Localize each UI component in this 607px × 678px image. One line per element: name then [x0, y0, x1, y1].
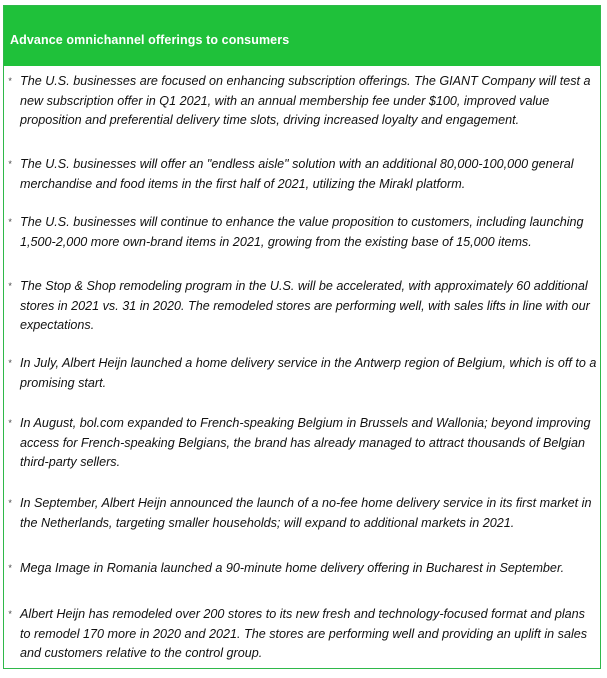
bullet-text: The Stop & Shop remodeling program in the U.S. will be accelerated, with approximately 60 additional stores in 2021 vs. 31 in 2020. The remodeled stores are performing well, with sales lifts in line with our expectations. [20, 279, 590, 332]
section-header [4, 6, 600, 66]
bullet-icon: * [8, 76, 12, 86]
bullet-icon: * [8, 609, 12, 619]
bullet-text: The U.S. businesses are focused on enhancing subscription offerings. The GIANT Company will test a new subscription offer in Q1 2021, with an annual membership fee under $100, improved value proposition and preferential delivery time slots, driving increased loyalty and engagement. [20, 74, 591, 127]
bullet-item [8, 354, 598, 393]
bullet-text: In July, Albert Heijn launched a home delivery service in the Antwerp region of Belgium, which is off to a promising start. [20, 356, 597, 390]
bullet-item [8, 605, 598, 664]
section-title: Advance omnichannel offerings to consumers [10, 33, 290, 47]
content-panel [3, 5, 601, 669]
bullet-text: Mega Image in Romania launched a 90-minute home delivery offering in Bucharest in September. [20, 561, 565, 575]
bullet-item [8, 559, 598, 579]
bullet-icon: * [8, 159, 12, 169]
bullet-item [8, 155, 598, 194]
bullet-icon: * [8, 498, 12, 508]
bullet-text: The U.S. businesses will offer an "endless aisle" solution with an additional 80,000-100,000 general merchandise and food items in the first half of 2021, utilizing the Mirakl platform. [20, 157, 574, 191]
bullet-item [8, 494, 598, 533]
bullet-text: In September, Albert Heijn announced the launch of a no-fee home delivery service in its first market in the Netherlands, targeting smaller households; will expand to additional markets in 2021. [20, 496, 592, 530]
bullet-item [8, 72, 598, 131]
bullet-icon: * [8, 217, 12, 227]
bullet-item [8, 213, 598, 252]
bullet-text: The U.S. businesses will continue to enhance the value proposition to customers, including launching 1,500-2,000 more own-brand items in 2021, growing from the existing base of 15,000 items. [20, 215, 584, 249]
bullet-icon: * [8, 563, 12, 573]
bullet-icon: * [8, 281, 12, 291]
bullet-icon: * [8, 418, 12, 428]
bullet-text: In August, bol.com expanded to French-speaking Belgium in Brussels and Wallonia; beyond improving access for French-speaking Belgians, the brand has already managed to attract thousands of Belgian third-party sellers. [20, 416, 591, 469]
bullet-text: Albert Heijn has remodeled over 200 stores to its new fresh and technology-focused format and plans to remodel 170 more in 2020 and 2021. The stores are performing well and providing an uplift in sales and customers relative to the control group. [20, 607, 588, 660]
bullet-icon: * [8, 358, 12, 368]
bullet-item [8, 277, 598, 336]
bullet-item [8, 414, 598, 473]
